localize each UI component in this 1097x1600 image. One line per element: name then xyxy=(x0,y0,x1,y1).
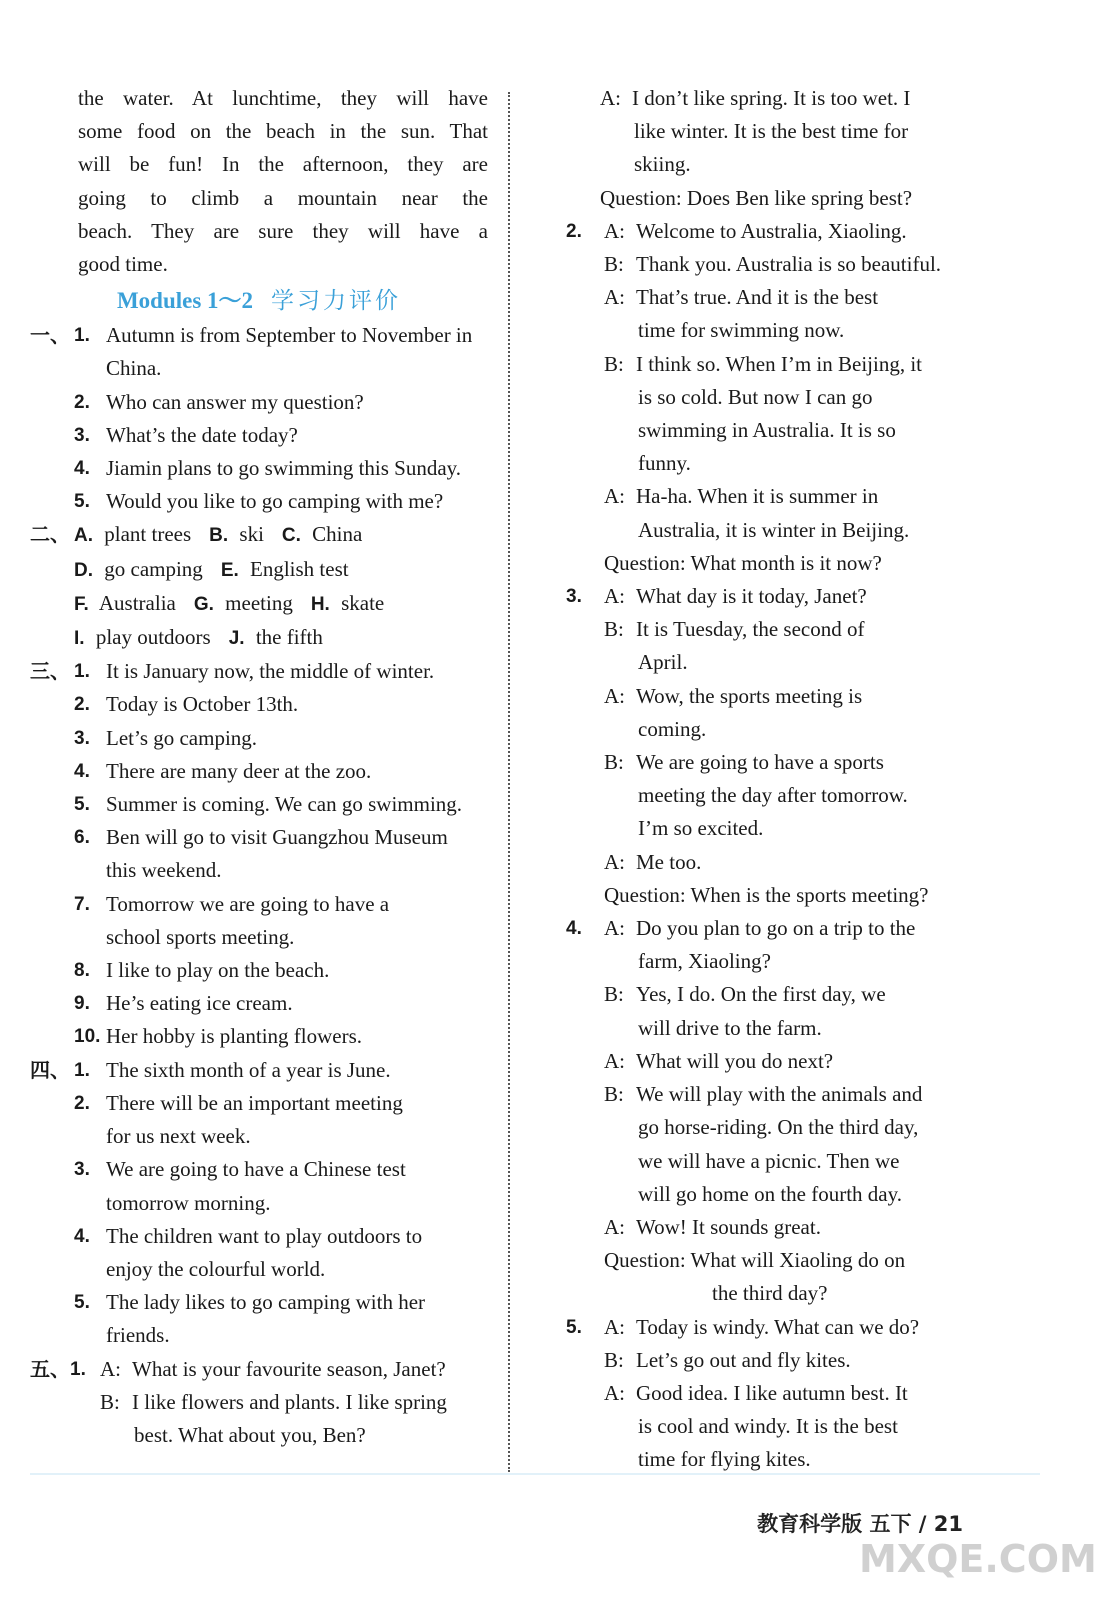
dialog-text: Yes, I do. On the first day, we xyxy=(636,982,886,1007)
dialog-text: We are going to have a sports xyxy=(636,750,884,775)
item-line xyxy=(30,755,488,788)
question-label: Question: xyxy=(604,550,691,575)
dialog-line xyxy=(560,115,990,148)
item-text: China. xyxy=(106,356,162,381)
dialog-line xyxy=(560,514,990,547)
dialog-text: time for swimming now. xyxy=(638,318,845,343)
dialog-line xyxy=(560,281,990,314)
dialog-text: Thank you. Australia is so beautiful. xyxy=(636,252,942,277)
option-row xyxy=(30,621,488,655)
item-line xyxy=(30,1220,488,1253)
item-line xyxy=(30,821,488,854)
item-number: 2. xyxy=(566,220,582,242)
item-number: 8. xyxy=(74,960,90,982)
dialog-line xyxy=(560,613,990,646)
item-text: Summer is coming. We can go swimming. xyxy=(106,792,463,817)
option xyxy=(74,522,191,546)
item-line xyxy=(30,386,488,419)
item-number: 7. xyxy=(74,893,90,915)
dialog-line xyxy=(560,1078,990,1111)
section-5 xyxy=(30,1353,488,1453)
speaker-label: A: xyxy=(604,916,625,941)
dialog-text: Me too. xyxy=(636,849,702,874)
text-line: will be fun! In the afternoon, they are xyxy=(78,152,488,177)
right-column xyxy=(560,82,990,1477)
speaker-label: B: xyxy=(604,750,624,775)
option-key: B. xyxy=(209,525,229,547)
item-line xyxy=(30,854,488,887)
item-line xyxy=(30,1253,488,1286)
dialog-line xyxy=(560,314,990,347)
dialog-text: farm, Xiaoling? xyxy=(638,949,771,974)
item-text: Autumn is from September to November in xyxy=(106,323,473,348)
speaker-label: B: xyxy=(604,351,624,376)
item-text: He’s eating ice cream. xyxy=(106,991,293,1016)
dialog-line xyxy=(560,846,990,879)
speaker-label: A: xyxy=(604,584,625,609)
dialog-line xyxy=(560,779,990,812)
item-text: What’s the date today? xyxy=(106,422,298,447)
item-line xyxy=(30,1054,488,1087)
option xyxy=(229,625,323,649)
option-key: C. xyxy=(281,525,301,547)
dialog-text: What is your favourite season, Janet? xyxy=(132,1356,446,1381)
dialog-text: I like flowers and plants. I like spring xyxy=(132,1389,447,1414)
text-line: going to climb a mountain near the xyxy=(78,185,488,210)
item-text: It is January now, the middle of winter. xyxy=(106,659,435,684)
item-text: Jiamin plans to go swimming this Sunday. xyxy=(106,456,462,481)
dialog-line xyxy=(560,1443,990,1476)
text-line: beach. They are sure they will have a xyxy=(78,218,488,243)
dialog-line xyxy=(560,978,990,1011)
option-value: ski xyxy=(234,522,264,547)
question-label: Question: xyxy=(604,1248,691,1273)
dialog-text: What will Xiaoling do on xyxy=(690,1248,906,1273)
item-line xyxy=(30,1286,488,1319)
dialog-line xyxy=(30,1386,488,1419)
dialog-text: is so cold. But now I can go xyxy=(638,384,873,409)
dialog-text: go horse-riding. On the third day, xyxy=(638,1115,919,1140)
dialog-line xyxy=(560,148,990,181)
dialog-line xyxy=(560,812,990,845)
option-value: skate xyxy=(335,590,385,615)
item-number: 3. xyxy=(74,424,90,446)
dialog-text: Today is windy. What can we do? xyxy=(636,1314,920,1339)
option-value: China xyxy=(306,522,363,547)
item-number: 5. xyxy=(566,1316,582,1338)
item-text: The children want to play outdoors to xyxy=(106,1223,423,1248)
grade-label: 五下 xyxy=(869,1512,912,1536)
dialog-text: Let’s go out and fly kites. xyxy=(636,1347,851,1372)
dialog-line xyxy=(560,680,990,713)
option-row xyxy=(30,587,488,621)
dialog-text: coming. xyxy=(638,716,707,741)
dialog-line xyxy=(560,182,990,215)
item-number: 4. xyxy=(74,458,90,480)
item-number: 5. xyxy=(74,1292,90,1314)
item-text: Who can answer my question? xyxy=(106,389,364,414)
intro-paragraph xyxy=(30,82,488,281)
dialog-text: will drive to the farm. xyxy=(638,1015,822,1040)
item-text: The lady likes to go camping with her xyxy=(106,1290,426,1315)
dialog-line xyxy=(560,1111,990,1144)
item-number: 9. xyxy=(74,993,90,1015)
dialog-line xyxy=(560,746,990,779)
dialog-line xyxy=(560,248,990,281)
speaker-label: B: xyxy=(604,1347,624,1372)
option-value: meeting xyxy=(219,590,293,615)
dialog-line xyxy=(560,912,990,945)
dialog-line xyxy=(560,414,990,447)
item-number: 1. xyxy=(74,1059,90,1081)
section-number: 四、 xyxy=(30,1057,70,1082)
heading-cn: 学习力评价 xyxy=(271,288,402,315)
item-number: 1. xyxy=(70,1358,86,1380)
dialog-line xyxy=(560,713,990,746)
option-value: English test xyxy=(244,556,349,581)
speaker-label: B: xyxy=(604,252,624,277)
item-line xyxy=(30,1120,488,1153)
dialog-text: Does Ben like spring best? xyxy=(686,185,913,210)
speaker-label: A: xyxy=(100,1356,121,1381)
item-number: 5. xyxy=(74,794,90,816)
dialog-text: I don’t like spring. It is too wet. I xyxy=(632,86,911,110)
dialog-text: That’s true. And it is the best xyxy=(636,285,879,310)
option xyxy=(221,557,349,581)
text-line: good time. xyxy=(78,252,168,277)
item-number: 1. xyxy=(74,325,90,347)
speaker-label: B: xyxy=(604,1082,624,1107)
option-value: play outdoors xyxy=(90,625,211,650)
speaker-label: A: xyxy=(604,1380,625,1405)
watermark-logo: MXQE.COM xyxy=(859,1537,1097,1581)
option xyxy=(194,591,293,615)
speaker-label: A: xyxy=(604,849,625,874)
item-line xyxy=(30,888,488,921)
speaker-label: A: xyxy=(604,484,625,509)
item-text: tomorrow morning. xyxy=(106,1190,271,1215)
section-number: 二、 xyxy=(30,522,70,547)
left-column xyxy=(30,82,488,1452)
item-number: 10. xyxy=(74,1026,101,1048)
dialog-text: Do you plan to go on a trip to the xyxy=(636,916,916,941)
speaker-label: A: xyxy=(604,1214,625,1239)
item-text: I like to play on the beach. xyxy=(106,958,330,983)
option xyxy=(74,557,203,581)
section-number: 三、 xyxy=(30,659,70,684)
section-1 xyxy=(30,319,488,518)
section-4 xyxy=(30,1054,488,1353)
speaker-label: A: xyxy=(604,218,625,243)
item-line xyxy=(30,987,488,1020)
speaker-label: A: xyxy=(604,1048,625,1073)
item-number: 4. xyxy=(74,1225,90,1247)
item-line xyxy=(30,452,488,485)
item-line xyxy=(30,352,488,385)
heading-en: Modules 1～2 xyxy=(116,288,254,314)
dialog-line xyxy=(560,547,990,580)
section-2 xyxy=(30,518,488,655)
option-key: J. xyxy=(228,628,245,650)
dialog-line xyxy=(560,1012,990,1045)
dialog-text: time for flying kites. xyxy=(638,1447,811,1472)
dialog-text: best. What about you, Ben? xyxy=(134,1422,366,1447)
option xyxy=(74,625,211,649)
item-line xyxy=(30,1087,488,1120)
speaker-label: B: xyxy=(100,1389,120,1414)
dialog-text: skiing. xyxy=(634,152,691,177)
dialog-line xyxy=(560,646,990,679)
dialog-text: Good idea. I like autumn best. It xyxy=(636,1380,908,1405)
dialog-text: meeting the day after tomorrow. xyxy=(638,783,908,808)
item-number: 2. xyxy=(74,1092,90,1114)
dialog-line xyxy=(560,1178,990,1211)
option-key: D. xyxy=(74,559,93,581)
dialog-text: What month is it now? xyxy=(690,550,882,575)
speaker-label: A: xyxy=(604,1314,625,1339)
speaker-label: A: xyxy=(600,86,621,110)
dialog-line xyxy=(560,82,990,115)
item-number: 4. xyxy=(74,760,90,782)
item-line xyxy=(30,1187,488,1220)
item-number: 3. xyxy=(566,586,582,608)
dialog-line xyxy=(560,1045,990,1078)
item-text: for us next week. xyxy=(106,1124,251,1149)
section-3 xyxy=(30,655,488,1053)
dialog-line xyxy=(560,447,990,480)
option-key: F. xyxy=(74,593,89,615)
item-text: We are going to have a Chinese test xyxy=(106,1157,406,1182)
option xyxy=(311,591,384,615)
dialog-text: Ha-ha. When it is summer in xyxy=(636,484,879,509)
section-number: 一、 xyxy=(30,323,70,348)
item-text: Tomorrow we are going to have a xyxy=(106,891,390,916)
column-divider xyxy=(508,92,510,1472)
item-line xyxy=(30,419,488,452)
item-number: 4. xyxy=(566,918,582,940)
item-text: There are many deer at the zoo. xyxy=(106,758,372,783)
item-text: There will be an important meeting xyxy=(106,1090,403,1115)
dialog-text: will go home on the fourth day. xyxy=(638,1181,903,1206)
item-line xyxy=(30,485,488,518)
dialog-text: swimming in Australia. It is so xyxy=(638,418,896,443)
dialog-text: When is the sports meeting? xyxy=(690,882,929,907)
option-key: A. xyxy=(74,525,93,547)
speaker-label: B: xyxy=(604,982,624,1007)
item-line xyxy=(30,688,488,721)
speaker-label: A: xyxy=(604,683,625,708)
dialog-line xyxy=(560,1211,990,1244)
dialog-text: funny. xyxy=(638,451,691,476)
option-value: Australia xyxy=(94,590,176,615)
option xyxy=(74,591,176,615)
item-line xyxy=(30,655,488,688)
dialog-line xyxy=(560,1145,990,1178)
dialog-text: like winter. It is the best time for xyxy=(634,119,909,144)
item-number: 3. xyxy=(74,1159,90,1181)
option-key: H. xyxy=(310,593,330,615)
dialog-line xyxy=(560,879,990,912)
dialog-text: Wow! It sounds great. xyxy=(636,1214,821,1239)
option-key: G. xyxy=(193,593,214,615)
option-key: E. xyxy=(220,559,239,581)
dialog-line xyxy=(560,945,990,978)
item-line xyxy=(30,722,488,755)
dialog-line xyxy=(560,480,990,513)
dialog-line xyxy=(560,1244,990,1277)
dialog-text: What will you do next? xyxy=(636,1048,834,1073)
option-row xyxy=(30,518,488,552)
item-text: Her hobby is planting flowers. xyxy=(106,1024,363,1049)
speaker-label: B: xyxy=(604,617,624,642)
dialog-1-continued xyxy=(560,82,990,215)
speaker-label: A: xyxy=(604,285,625,310)
item-text: Would you like to go camping with me? xyxy=(106,489,444,514)
dialog-list xyxy=(560,215,990,1477)
item-number: 2. xyxy=(74,694,90,716)
option-row xyxy=(30,553,488,587)
dialog-text: We will play with the animals and xyxy=(636,1082,923,1107)
page-number: 21 xyxy=(933,1512,963,1536)
item-line xyxy=(30,788,488,821)
dialog-line xyxy=(560,381,990,414)
dialog-text: I’m so excited. xyxy=(638,816,764,841)
item-line xyxy=(30,921,488,954)
dialog-text: Australia, it is winter in Beijing. xyxy=(638,517,910,542)
item-text: Ben will go to visit Guangzhou Museum xyxy=(106,825,448,850)
item-text: school sports meeting. xyxy=(106,924,295,949)
option-value: go camping xyxy=(99,556,203,581)
text-line: the water. At lunchtime, they will have xyxy=(78,86,488,110)
option-value: plant trees xyxy=(99,522,192,547)
item-number: 6. xyxy=(74,827,90,849)
item-text: this weekend. xyxy=(106,858,222,883)
question-label: Question: xyxy=(604,882,691,907)
option xyxy=(282,522,362,546)
item-number: 3. xyxy=(74,727,90,749)
dialog-text: Wow, the sports meeting is xyxy=(636,683,863,708)
item-text: Let’s go camping. xyxy=(106,725,258,750)
dialog-line xyxy=(30,1419,488,1452)
dialog-line xyxy=(560,580,990,613)
item-line xyxy=(30,954,488,987)
dialog-text: It is Tuesday, the second of xyxy=(636,617,865,642)
dialog-line xyxy=(30,1353,488,1386)
item-text: friends. xyxy=(106,1323,170,1348)
dialog-text: we will have a picnic. Then we xyxy=(638,1148,900,1173)
dialog-text: the third day? xyxy=(712,1281,828,1306)
dialog-text: April. xyxy=(638,650,688,675)
publisher-label: 教育科学版 xyxy=(757,1512,863,1536)
item-number: 1. xyxy=(74,661,90,683)
item-text: Today is October 13th. xyxy=(106,692,299,717)
option-key: I. xyxy=(74,628,85,650)
dialog-line xyxy=(560,348,990,381)
dialog-text: is cool and windy. It is the best xyxy=(638,1414,898,1439)
footer: 教育科学版 五下 / 21 xyxy=(757,1512,963,1536)
option xyxy=(209,522,264,546)
item-number: 2. xyxy=(74,391,90,413)
dialog-text: What day is it today, Janet? xyxy=(636,584,867,609)
dialog-line xyxy=(560,1344,990,1377)
text-line: some food on the beach in the sun. That xyxy=(78,119,488,144)
dialog-line xyxy=(560,1311,990,1344)
question-label: Question: xyxy=(600,185,687,210)
item-line xyxy=(30,319,488,352)
item-line xyxy=(30,1319,488,1352)
dialog-line xyxy=(560,215,990,248)
item-line xyxy=(30,1020,488,1053)
item-text: The sixth month of a year is June. xyxy=(106,1057,391,1082)
dialog-text: I think so. When I’m in Beijing, it xyxy=(636,351,923,376)
dialog-line xyxy=(560,1410,990,1443)
dialog-text: Welcome to Australia, Xiaoling. xyxy=(636,218,907,243)
dialog-line xyxy=(560,1277,990,1310)
option-value: the fifth xyxy=(250,625,323,650)
item-number: 5. xyxy=(74,491,90,513)
dialog-line xyxy=(560,1377,990,1410)
item-line xyxy=(30,1153,488,1186)
section-heading xyxy=(30,283,488,319)
section-number: 五、 xyxy=(30,1356,70,1381)
item-text: enjoy the colourful world. xyxy=(106,1256,326,1281)
footer-rule xyxy=(30,1473,1040,1475)
